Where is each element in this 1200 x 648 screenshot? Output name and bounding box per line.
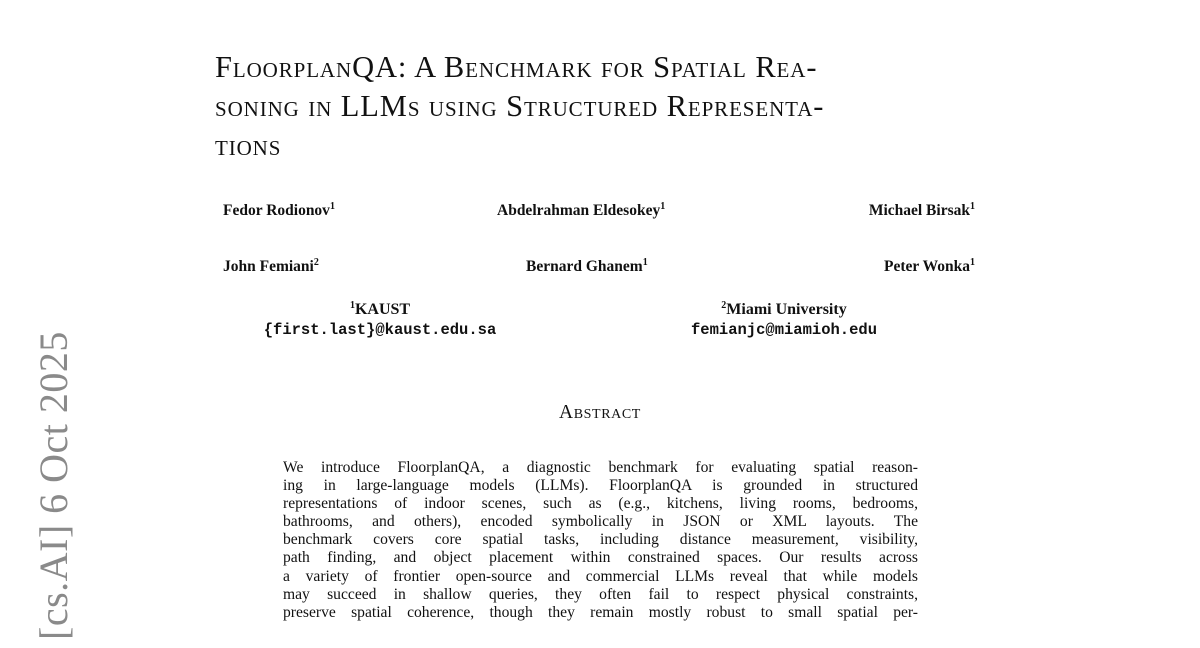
author-name: Michael Birsak — [868, 202, 970, 219]
abstract-line: ing in large-language models (LLMs). FloorplanQA is grounded in structured — [283, 477, 918, 495]
title-line: tions — [215, 128, 282, 162]
title-line: FloorplanQA: A Benchmark for Spatial Rea- — [215, 50, 818, 84]
abstract-line: We introduce FloorplanQA, a diagnostic benchmark for evaluating spatial reason- — [283, 459, 918, 476]
arxiv-identifier-stamp: [cs.AI] 6 Oct 2025 — [31, 331, 76, 640]
affiliation-name — [634, 300, 934, 320]
author-name: Abdelrahman Eldesokey — [497, 202, 661, 219]
author-name: Fedor Rodionov — [223, 202, 330, 219]
affiliation-marker: 2 — [721, 300, 727, 311]
affiliation-email: {first.last}@kaust.edu.sa — [263, 321, 497, 339]
author-fedor-rodionov — [223, 202, 335, 220]
abstract-line: representations of indoor scenes, such as (e.g., kitchens, living rooms, bedrooms, — [283, 495, 918, 513]
affiliation-label: KAUST — [354, 301, 411, 318]
abstract-line: bathrooms, and others), encoded symbolically in JSON or XML layouts. The — [283, 513, 918, 531]
author-affil-marker: 1 — [970, 201, 975, 212]
abstract-line: may succeed in shallow queries, they often fail to respect physical constraints, — [283, 585, 918, 603]
abstract-body — [283, 459, 918, 622]
affiliation-name — [230, 300, 530, 320]
author-bernard-ghanem — [526, 258, 648, 276]
affiliation-label: Miami University — [726, 301, 847, 318]
abstract-line: benchmark covers core spatial tasks, including distance measurement, visibility, — [283, 531, 918, 549]
author-peter-wonka — [884, 258, 975, 276]
author-affil-marker: 2 — [313, 257, 319, 268]
author-affil-marker: 1 — [970, 257, 975, 268]
affiliation-miami — [634, 300, 934, 340]
affiliation-marker: 1 — [349, 300, 355, 311]
abstract-line: preserve spatial coherence, though they remain mostly robust to small spatial per- — [283, 603, 918, 621]
author-affil-marker: 1 — [660, 201, 666, 212]
author-abdelrahman-eldesokey — [497, 202, 665, 220]
author-affil-marker: 1 — [329, 201, 335, 212]
author-michael-birsak — [869, 202, 975, 220]
author-name: John Femiani — [223, 258, 314, 275]
affiliation-kaust — [230, 300, 530, 340]
author-name: Peter Wonka — [884, 258, 970, 275]
author-name: Bernard Ghanem — [526, 258, 643, 275]
paper-title — [215, 48, 1005, 165]
abstract-heading: Abstract — [559, 402, 641, 423]
title-line: soning in LLMs using Structured Representa- — [215, 89, 825, 123]
affiliation-email: femianjc@miamioh.edu — [690, 321, 878, 339]
author-affil-marker: 1 — [642, 257, 648, 268]
abstract-line: a variety of frontier open-source and commercial LLMs reveal that while models — [283, 567, 918, 585]
author-john-femiani — [223, 258, 319, 276]
abstract-line: path finding, and object placement within constrained spaces. Our results across — [283, 549, 918, 567]
